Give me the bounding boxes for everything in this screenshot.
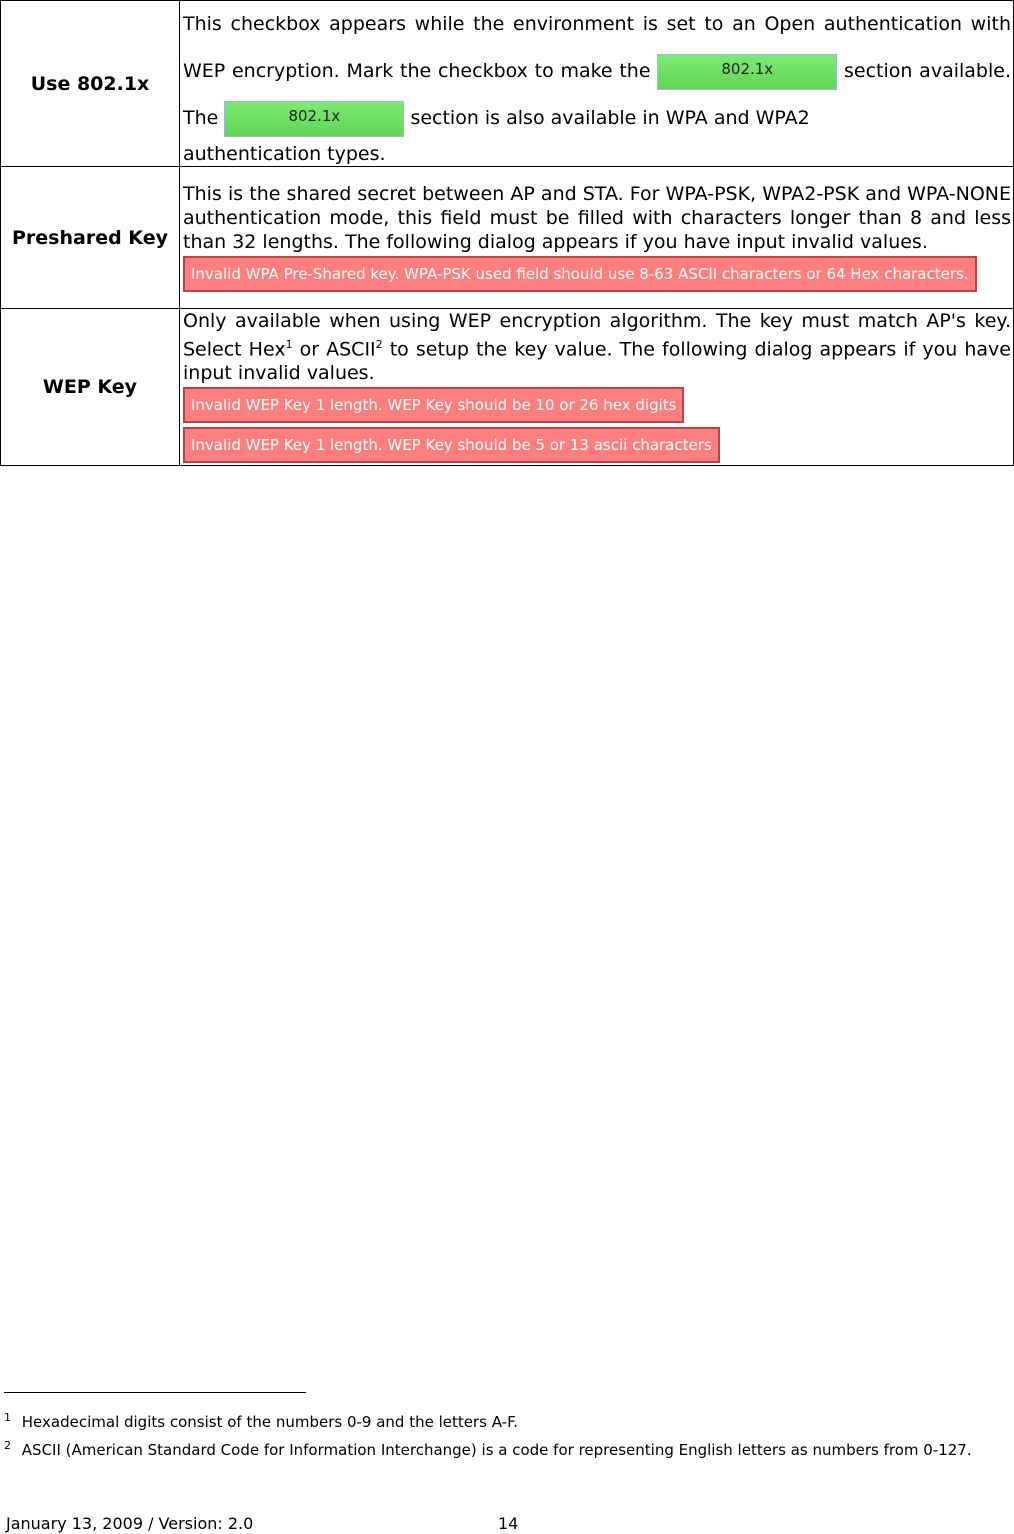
footnote-number: 1	[4, 1411, 11, 1424]
footnote-2	[4, 1436, 1004, 1460]
footer-date-version: January 13, 2009 / Version: 2.0	[6, 1514, 254, 1533]
desc-wep-key	[180, 309, 1014, 466]
term-use-8021x: Use 802.1x	[1, 1, 180, 167]
footnote-1	[4, 1408, 518, 1432]
desc-preshared-key	[180, 167, 1014, 309]
settings-table	[0, 0, 1014, 466]
footnote-text: Hexadecimal digits consist of the numbers 0-9 and the letters A-F.	[21, 1413, 519, 1431]
8021x-button-image: 802.1x	[224, 101, 404, 137]
term-preshared-key: Preshared Key	[1, 167, 180, 309]
table-row-preshared-key	[1, 167, 1014, 309]
desc-use-8021x	[180, 1, 1014, 167]
table-row-wep-key	[1, 309, 1014, 466]
footnote-divider	[4, 1392, 306, 1393]
desc-text-b: or ASCII	[299, 338, 376, 361]
table-row-use-8021x	[1, 1, 1014, 167]
8021x-button-image: 802.1x	[657, 54, 837, 90]
desc-text: This is the shared secret between AP and STA. For WPA-PSK, WPA2-PSK and WPA-NONE authentication mode, this field must be filled with characters longer than 8 and less than 32 lengths. The following dialog appears if you have input invalid values.	[183, 182, 1011, 253]
footnote-number: 2	[4, 1439, 11, 1452]
desc-text: section available. The	[183, 60, 1011, 129]
desc-text: authentication types.	[183, 143, 386, 165]
footnote-ref-2: 2	[375, 338, 383, 351]
error-dialog-wep-ascii: Invalid WEP Key 1 length. WEP Key should be 5 or 13 ascii characters	[183, 427, 720, 463]
error-dialog-psk: Invalid WPA Pre-Shared key. WPA-PSK used field should use 8-63 ASCII characters or 64 Hex characters.	[183, 256, 977, 292]
term-wep-key: WEP Key	[1, 309, 180, 466]
desc-text-c: to setup the key value. The following dialog appears if you have input invalid values.	[183, 338, 1011, 385]
footnote-text: ASCII (American Standard Code for Information Interchange) is a code for representing English letters as numbers from 0-127.	[21, 1441, 972, 1459]
desc-text: section is also available in WPA and WPA2	[410, 107, 810, 129]
desc-text: This checkbox appears while the environment is set to an Open authentication with WEP encryption. Mark the checkbox to make the	[183, 13, 1011, 82]
desc-text-a: Only available when using WEP encryption algorithm. The key must match AP's key. Select Hex	[183, 310, 1011, 361]
desc-text	[183, 309, 1011, 385]
footnote-ref-1: 1	[285, 338, 293, 351]
page-number: 14	[498, 1514, 519, 1533]
error-dialog-wep-hex: Invalid WEP Key 1 length. WEP Key should be 10 or 26 hex digits	[183, 387, 684, 423]
